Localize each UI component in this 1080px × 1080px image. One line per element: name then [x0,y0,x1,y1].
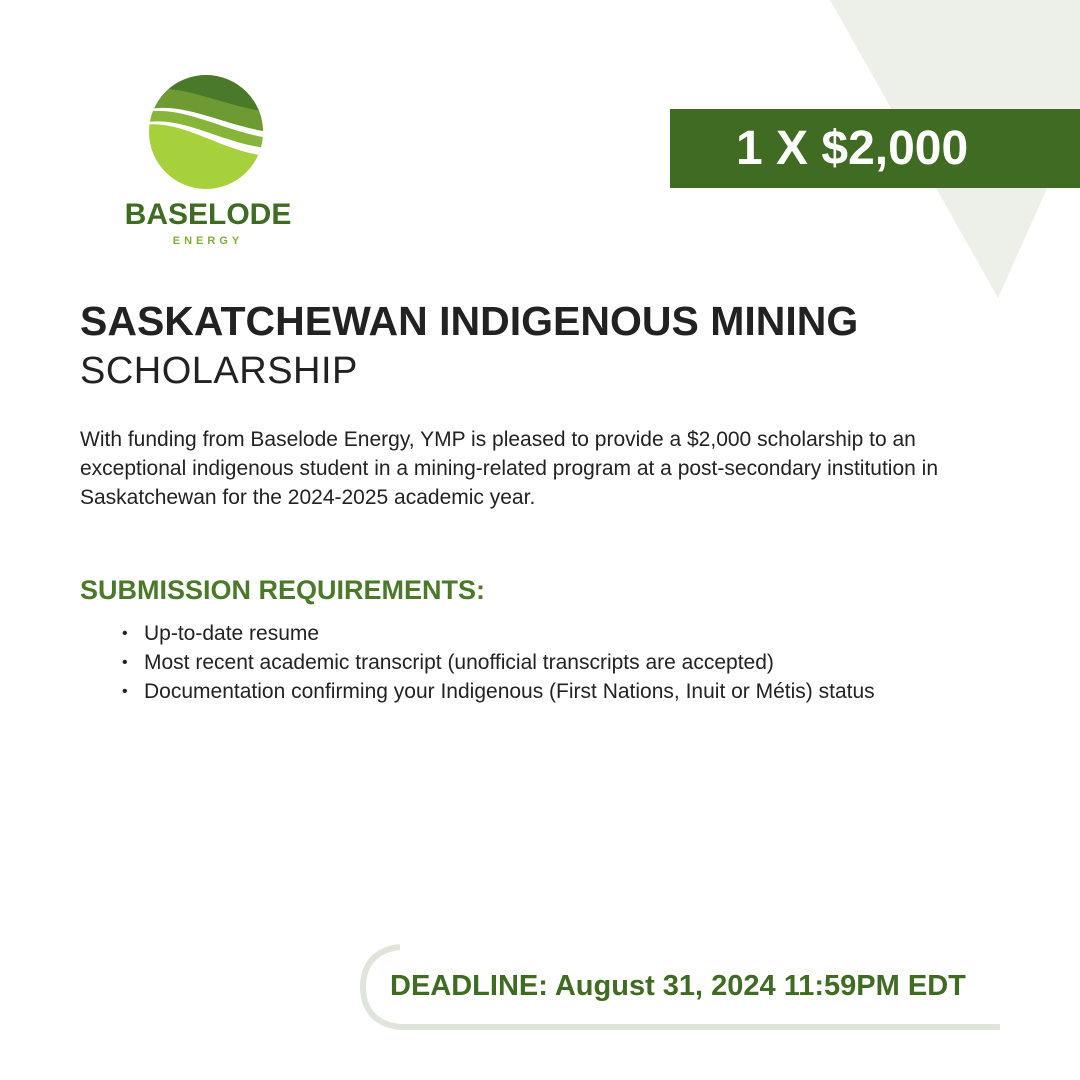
bullet-icon: • [122,683,128,700]
page-title: SASKATCHEWAN INDIGENOUS MINING [80,298,859,344]
deadline-text: DEADLINE: August 31, 2024 11:59PM EDT [390,970,966,1002]
requirement-item [120,648,980,677]
bullet-icon: • [122,625,128,642]
requirements-list [120,619,980,706]
requirement-item [120,677,924,706]
logo-subtitle: ENERGY [172,235,244,247]
logo-wordmark: BASELODE [124,198,292,231]
requirement-text: Up-to-date resume [144,622,320,645]
scholarship-description: With funding from Baselode Energy, YMP is pleased to provide a $2,000 scholarship to an exceptional indigenous student in a mining-related program at a post-secondary institution in Saskatchewan for the 2024-2025 academic year. [80,428,939,509]
prize-banner: 1 X $2,000 [670,109,1080,188]
deadline-box [360,944,1000,1030]
requirement-text: Documentation confirming your Indigenous (First Nations, Inuit or Métis) status [144,680,875,703]
requirement-item [120,619,980,648]
bullet-icon: • [122,654,128,671]
requirements-heading: SUBMISSION REQUIREMENTS: [80,575,486,605]
page-subtitle: SCHOLARSHIP [80,350,358,392]
baselode-logo [108,72,308,257]
requirement-text: Most recent academic transcript (unofficial transcripts are accepted) [144,651,774,674]
baselode-globe-icon [108,72,308,197]
